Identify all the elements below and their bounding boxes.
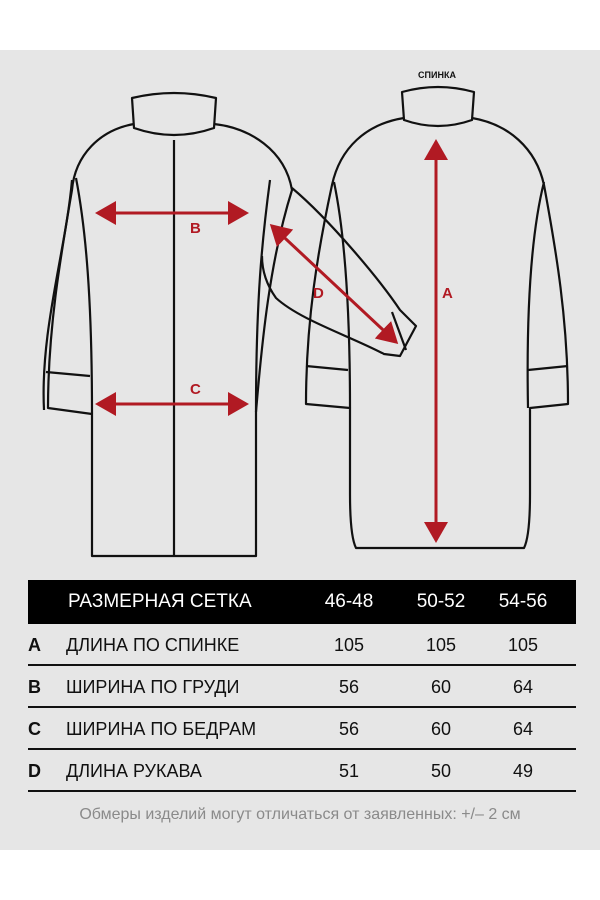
table-row: [28, 624, 576, 666]
row-value: 105: [507, 635, 539, 655]
label-b: B: [190, 220, 201, 237]
table-title: РАЗМЕРНАЯ СЕТКА: [68, 591, 252, 612]
size-table: [28, 580, 576, 792]
row-value: 105: [333, 635, 365, 655]
row-value: 56: [338, 677, 360, 697]
row-value: 60: [430, 677, 452, 697]
row-value: 64: [512, 719, 534, 739]
label-a: A: [442, 285, 453, 302]
row-value: 64: [512, 677, 534, 697]
row-name: ДЛИНА ПО СПИНКЕ: [66, 635, 240, 655]
footnote: Обмеры изделий могут отличаться от заявленных: +/– 2 см: [79, 806, 521, 823]
row-value: 105: [425, 635, 457, 655]
measurement-labels: [190, 220, 453, 398]
row-letter: A: [28, 635, 41, 655]
label-d: D: [313, 285, 324, 302]
back-view-label: СПИНКА: [418, 70, 456, 80]
front-garment-outline: [44, 93, 416, 556]
row-value: 60: [430, 719, 452, 739]
row-letter: C: [28, 719, 41, 739]
row-value: 51: [338, 761, 360, 781]
row-name: ДЛИНА РУКАВА: [66, 761, 202, 781]
row-name: ШИРИНА ПО БЕДРАМ: [66, 719, 257, 739]
size-col-2: 50-52: [416, 591, 466, 612]
row-letter: B: [28, 677, 41, 697]
table-row: [28, 750, 576, 792]
size-col-1: 46-48: [324, 591, 374, 612]
size-col-3: 54-56: [498, 591, 548, 612]
row-letter: D: [28, 761, 41, 781]
row-name: ШИРИНА ПО ГРУДИ: [66, 677, 240, 697]
table-header: [28, 580, 576, 624]
table-row: [28, 666, 576, 708]
arrow-sleeve-length: [272, 226, 396, 342]
row-value: 50: [430, 761, 452, 781]
row-value: 56: [338, 719, 360, 739]
row-value: 49: [512, 761, 534, 781]
table-row: [28, 708, 576, 750]
label-c: C: [190, 381, 201, 398]
